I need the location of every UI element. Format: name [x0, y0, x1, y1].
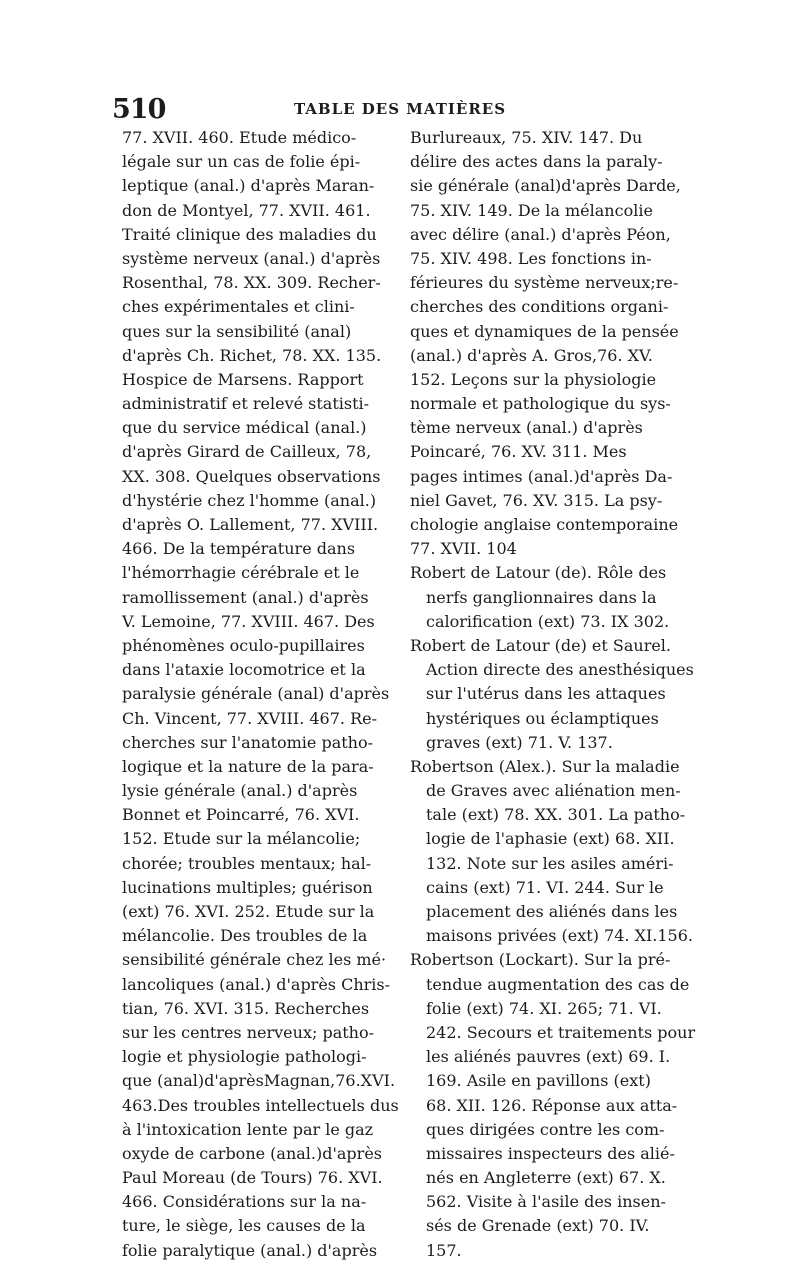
index-line: d'hystérie chez l'homme (anal.)	[122, 490, 377, 510]
index-line: Rosenthal, 78. XX. 309. Recher-	[122, 273, 381, 293]
index-line: d'après Ch. Richet, 78. XX. 135.	[122, 345, 382, 365]
index-line: calorification (ext) 73. IX 302.	[426, 611, 670, 631]
index-line: cherches des conditions organi-	[410, 297, 669, 317]
index-column-left	[122, 126, 397, 1263]
index-line: oxyde de carbone (anal.)d'après	[122, 1143, 382, 1163]
index-line: ques dirigées contre les com-	[426, 1119, 665, 1139]
index-line: système nerveux (anal.) d'après	[122, 248, 381, 268]
index-line: 157.	[426, 1240, 462, 1260]
index-line: chologie anglaise contemporaine	[410, 515, 679, 534]
index-line: 152. Leçons sur la physiologie	[410, 369, 657, 389]
index-line: 75. XIV. 149. De la mélancolie	[410, 200, 653, 220]
index-line: Hospice de Marsens. Rapport	[122, 369, 364, 389]
index-line: les aliénés pauvres (ext) 69. I.	[426, 1047, 671, 1067]
index-line: 152. Etude sur la mélancolie;	[122, 829, 361, 849]
index-line: don de Montyel, 77. XVII. 461.	[122, 200, 371, 220]
index-line: légale sur un cas de folie épi-	[122, 152, 361, 172]
index-line: V. Lemoine, 77. XVIII. 467. Des	[122, 611, 375, 631]
index-line: que du service médical (anal.)	[122, 418, 367, 438]
index-line: tendue augmentation des cas de	[426, 974, 690, 994]
index-line: pages intimes (anal.)d'après Da-	[410, 466, 673, 486]
index-line: 463.Des troubles intellectuels dus	[122, 1095, 399, 1115]
index-line: hystériques ou éclamptiques	[426, 708, 659, 728]
index-line: férieures du système nerveux;re-	[410, 273, 679, 293]
index-line: administratif et relevé statisti-	[122, 394, 370, 414]
index-line: tian, 76. XVI. 315. Recherches	[122, 998, 370, 1018]
index-line: à l'intoxication lente par le gaz	[122, 1119, 374, 1139]
index-line: maisons privées (ext) 74. XI.156.	[426, 926, 693, 946]
index-line: logie et physiologie pathologi-	[122, 1047, 367, 1067]
index-line: d'après Girard de Cailleux, 78,	[122, 442, 372, 462]
index-line: Action directe des anesthésiques	[426, 660, 694, 680]
index-line: logique et la nature de la para-	[122, 756, 374, 776]
index-line: niel Gavet, 76. XV. 315. La psy-	[410, 490, 663, 510]
index-line: 466. Considérations sur la na-	[122, 1192, 367, 1212]
index-line: Burlureaux, 75. XIV. 147. Du	[410, 128, 643, 147]
index-line: 75. XIV. 498. Les fonctions in-	[410, 248, 652, 268]
index-line: tale (ext) 78. XX. 301. La patho-	[426, 805, 686, 825]
index-line: placement des aliénés dans les	[426, 902, 678, 921]
index-line: sensibilité générale chez les mé·	[122, 950, 387, 970]
index-line: XX. 308. Quelques observations	[122, 466, 381, 486]
index-column-right	[410, 126, 696, 1263]
index-line: nerfs ganglionnaires dans la	[426, 587, 657, 607]
index-line: ques sur la sensibilité (anal)	[122, 321, 352, 341]
index-line: (anal.) d'après A. Gros,76. XV.	[410, 345, 653, 365]
index-line: 562. Visite à l'asile des insen-	[426, 1192, 666, 1212]
index-line: ramollissement (anal.) d'après	[122, 587, 369, 607]
index-line: 77. XVII. 460. Etude médico-	[122, 128, 357, 147]
index-line: nés en Angleterre (ext) 67. X.	[426, 1168, 666, 1188]
index-line: 132. Note sur les asiles améri-	[426, 853, 674, 873]
index-line: Traité clinique des maladies du	[122, 224, 377, 244]
index-line: lysie générale (anal.) d'après	[122, 781, 358, 801]
index-line: folie (ext) 74. XI. 265; 71. VI.	[426, 998, 662, 1018]
index-line: sur les centres nerveux; patho-	[122, 1022, 374, 1042]
index-line: 242. Secours et traitements pour	[426, 1022, 696, 1042]
index-line: logie de l'aphasie (ext) 68. XII.	[426, 829, 675, 849]
index-line: d'après O. Lallement, 77. XVIII.	[122, 515, 379, 534]
index-line: Robert de Latour (de). Rôle des	[410, 563, 667, 583]
index-line: ches expérimentales et clini-	[122, 297, 355, 317]
index-line: (ext) 76. XVI. 252. Etude sur la	[122, 902, 375, 921]
index-line: sur l'utérus dans les attaques	[426, 684, 666, 704]
index-line: avec délire (anal.) d'après Péon,	[410, 224, 671, 244]
index-line: sie générale (anal)d'après Darde,	[410, 176, 681, 196]
index-line: 169. Asile en pavillons (ext)	[426, 1071, 651, 1091]
index-line: cains (ext) 71. VI. 244. Sur le	[426, 877, 664, 897]
index-line: que (anal)d'aprèsMagnan,76.XVI.	[122, 1071, 396, 1091]
index-line: 466. De la température dans	[122, 539, 356, 559]
index-line: ques et dynamiques de la pensée	[410, 321, 679, 341]
index-line: l'hémorrhagie cérébrale et le	[122, 563, 360, 583]
index-line: 68. XII. 126. Réponse aux atta-	[426, 1095, 678, 1115]
index-line: tème nerveux (anal.) d'après	[410, 418, 643, 438]
index-line: Poincaré, 76. XV. 311. Mes	[410, 442, 627, 462]
index-line: ture, le siège, les causes de la	[122, 1216, 366, 1236]
index-line: Robertson (Lockart). Sur la pré-	[410, 950, 671, 970]
index-line: mélancolie. Des troubles de la	[122, 926, 368, 946]
index-line: graves (ext) 71. V. 137.	[426, 732, 613, 752]
index-line: missaires inspecteurs des alié-	[426, 1143, 675, 1163]
index-line: sés de Grenade (ext) 70. IV.	[426, 1216, 650, 1236]
index-line: lancoliques (anal.) d'après Chris-	[122, 974, 391, 994]
index-line: 77. XVII. 104	[410, 539, 517, 559]
index-line: délire des actes dans la paraly-	[410, 152, 663, 172]
index-line: normale et pathologique du sys-	[410, 394, 671, 414]
index-line: Robertson (Alex.). Sur la maladie	[410, 756, 680, 776]
running-title: TABLE DES MATIÈRES	[293, 100, 507, 118]
index-line: Robert de Latour (de) et Saurel.	[410, 635, 672, 655]
index-line: Bonnet et Poincarré, 76. XVI.	[122, 805, 360, 825]
index-line: dans l'ataxie locomotrice et la	[122, 660, 366, 680]
index-line: cherches sur l'anatomie patho-	[122, 732, 374, 752]
index-line: Ch. Vincent, 77. XVIII. 467. Re-	[122, 708, 377, 728]
index-line: lucinations multiples; guérison	[122, 877, 373, 897]
index-line: chorée; troubles mentaux; hal-	[122, 853, 372, 873]
index-line: leptique (anal.) d'après Maran-	[122, 176, 375, 196]
index-line: de Graves avec aliénation men-	[426, 781, 681, 801]
index-line: phénomènes oculo-pupillaires	[122, 635, 365, 655]
index-line: folie paralytique (anal.) d'après	[122, 1240, 378, 1260]
index-line: paralysie générale (anal) d'après	[122, 684, 390, 704]
index-line: Paul Moreau (de Tours) 76. XVI.	[122, 1168, 383, 1188]
page-number: 510	[112, 94, 166, 125]
